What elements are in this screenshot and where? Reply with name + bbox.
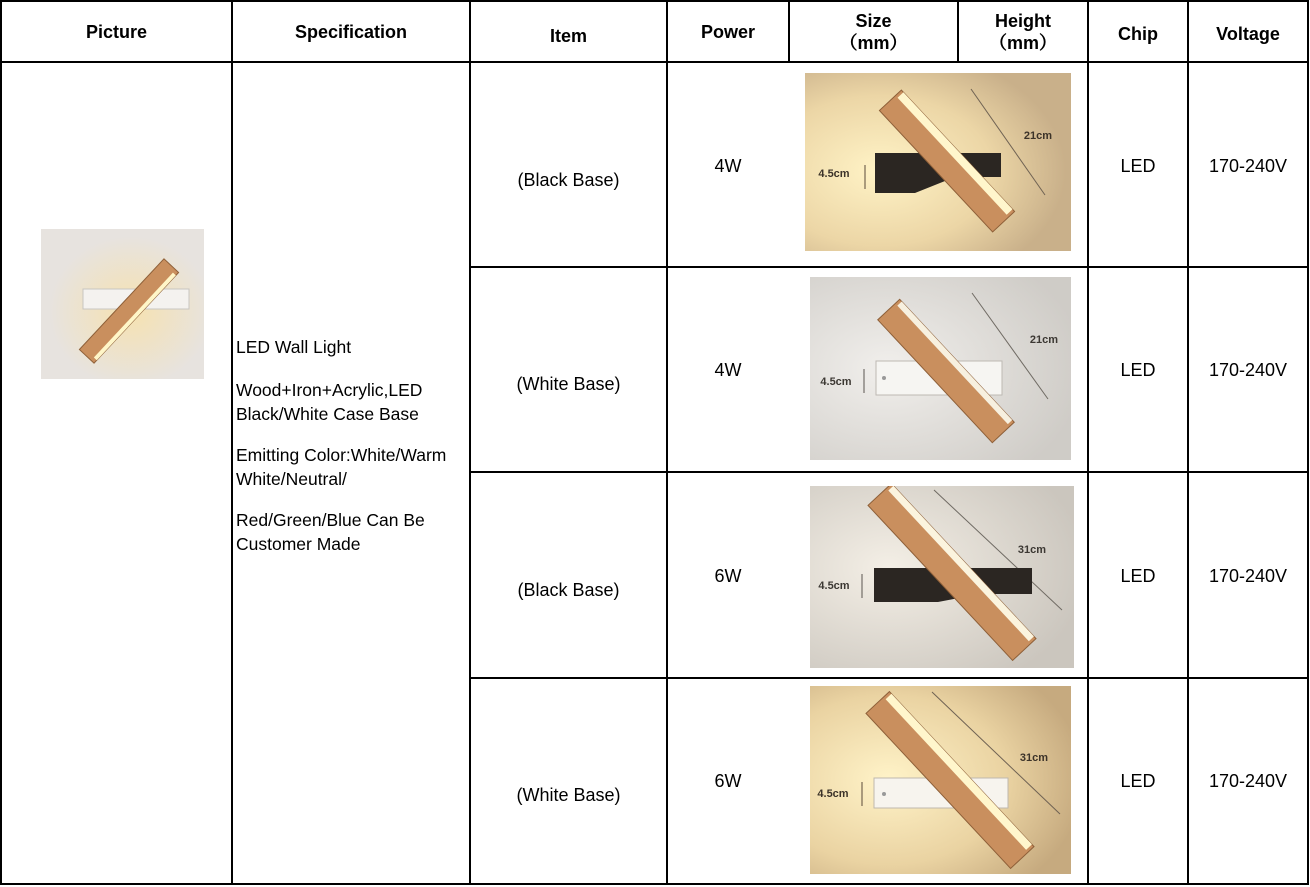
header-size-unit: （mm） <box>839 32 908 53</box>
chip-cell: LED <box>1120 155 1156 176</box>
width-label: 4.5cm <box>820 376 852 388</box>
length-label: 21cm <box>1023 130 1053 142</box>
length-label: 31cm <box>1019 752 1049 764</box>
width-label: 4.5cm <box>817 788 849 800</box>
item-cell: (White Base) <box>516 784 621 805</box>
header-chip: Chip <box>1118 23 1158 44</box>
spec-custom: Red/Green/Blue Can Be Customer Made <box>236 510 425 554</box>
column-divider <box>666 0 668 885</box>
spec-color: Emitting Color:White/Warm White/Neutral/ <box>236 445 447 489</box>
column-divider <box>469 0 471 885</box>
length-label: 21cm <box>1029 334 1059 346</box>
table-border-bottom <box>0 883 1309 885</box>
chip-cell: LED <box>1120 359 1156 380</box>
chip-cell: LED <box>1120 565 1156 586</box>
column-divider <box>1087 0 1089 885</box>
width-label: 4.5cm <box>818 168 850 180</box>
header-height <box>959 2 1087 61</box>
header-size <box>790 2 957 61</box>
dimension-photo <box>810 686 1071 874</box>
product-photo <box>41 229 204 379</box>
header-specification: Specification <box>294 21 408 42</box>
power-cell: 6W <box>714 565 742 586</box>
voltage-cell: 170-240V <box>1208 565 1288 586</box>
dimension-photo <box>810 277 1071 460</box>
table-border-right <box>1307 0 1309 885</box>
voltage-cell: 170-240V <box>1208 155 1288 176</box>
header-item: Item <box>549 25 587 46</box>
row-divider <box>469 677 1309 679</box>
item-cell: (White Base) <box>516 373 621 394</box>
power-cell: 4W <box>714 155 742 176</box>
voltage-cell: 170-240V <box>1208 359 1288 380</box>
header-height-label: Height <box>995 10 1051 31</box>
item-cell: (Black Base) <box>517 169 620 190</box>
column-divider <box>1187 0 1189 885</box>
power-cell: 6W <box>714 770 742 791</box>
dimension-photo <box>805 73 1071 251</box>
dimension-photo <box>810 486 1074 668</box>
chip-cell: LED <box>1120 770 1156 791</box>
width-label: 4.5cm <box>818 580 850 592</box>
length-label: 31cm <box>1017 544 1047 556</box>
row-divider <box>469 266 1309 268</box>
header-picture: Picture <box>85 21 148 42</box>
header-height-unit: （mm） <box>988 32 1057 53</box>
spec-material: Wood+Iron+Acrylic,LED Black/White Case Base <box>236 380 423 424</box>
specification-text <box>236 335 466 556</box>
header-power: Power <box>700 21 756 42</box>
power-cell: 4W <box>714 359 742 380</box>
header-voltage: Voltage <box>1216 23 1280 44</box>
table-border-left <box>0 0 2 885</box>
row-divider <box>469 471 1309 473</box>
column-divider <box>231 0 233 885</box>
item-cell: (Black Base) <box>517 579 620 600</box>
spec-title: LED Wall Light <box>236 337 352 357</box>
voltage-cell: 170-240V <box>1208 770 1288 791</box>
header-size-label: Size <box>855 10 892 31</box>
